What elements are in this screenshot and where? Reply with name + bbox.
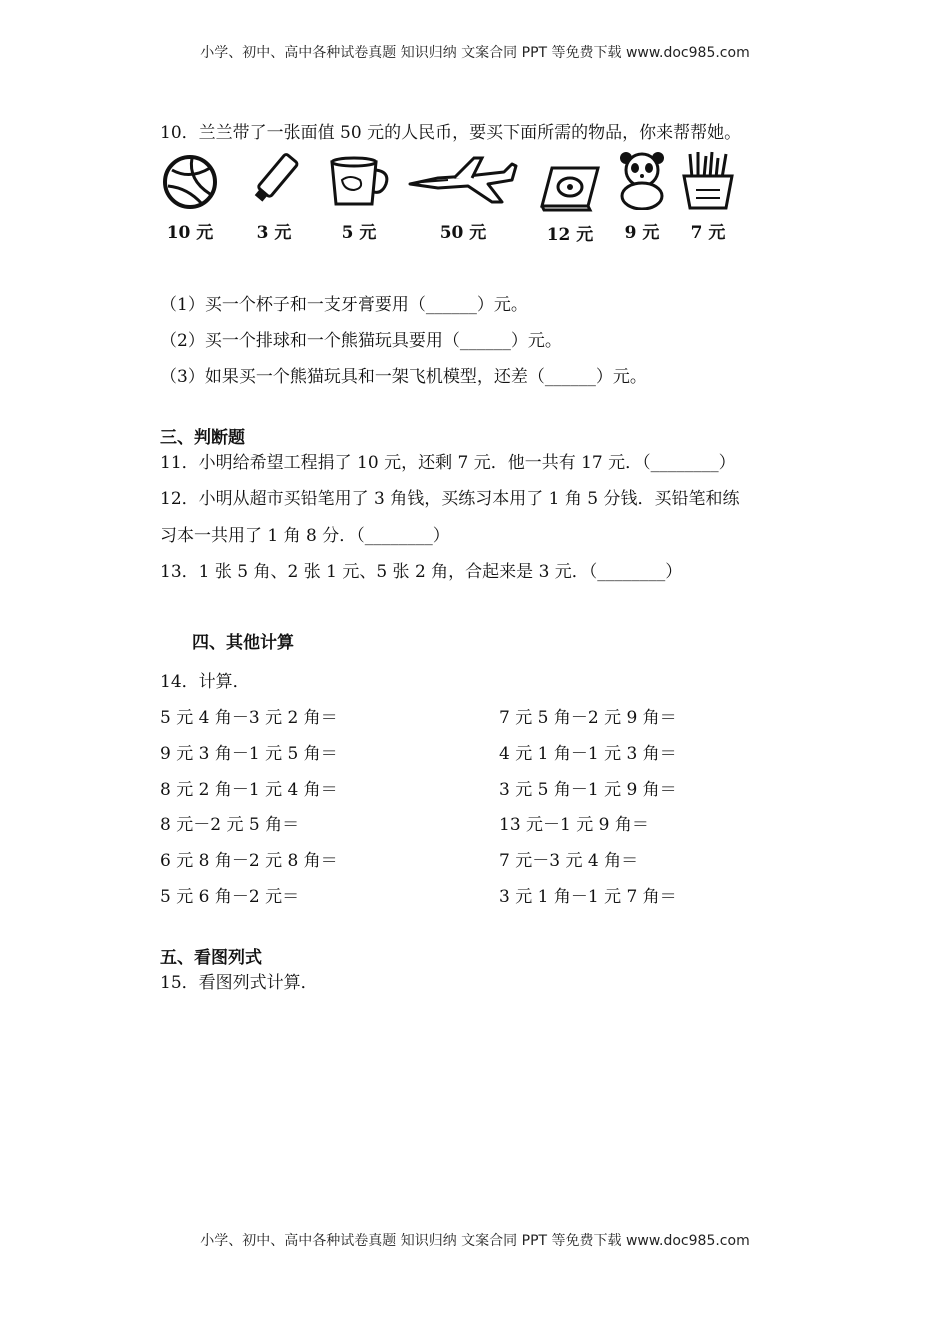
fries-icon [682,150,734,210]
item-fries [682,150,734,243]
q11: 11．小明给希望工程捐了 10 元，还剩 7 元．他一共有 17 元．（________） [160,453,736,473]
cd-icon [538,150,602,212]
calc-left-4: 8 元－2 元 5 角＝ [160,815,300,835]
price-cd: 12 元 [546,225,594,245]
section-5-title: 五、看图列式 [160,948,262,968]
section-4-title: 四、其他计算 [192,633,294,653]
price-panda: 9 元 [624,223,660,243]
q14: 14．计算． [160,672,250,692]
page-header: 小学、初中、高中各种试卷真题 知识归纳 文案合同 PPT 等免费下载 www.doc985.com [200,45,750,61]
cup-icon [326,150,392,210]
q12-line-2: 习本一共用了 1 角 8 分．（________） [160,526,450,546]
q10-sub-1: （1）买一个杯子和一支牙膏要用（______）元。 [160,295,528,315]
q10-stem: 10．兰兰带了一张面值 50 元的人民币，要买下面所需的物品，你来帮帮她。 [160,123,742,143]
item-cd [538,150,602,245]
calc-left-5: 6 元 8 角－2 元 8 角＝ [160,851,338,871]
panda-icon [616,150,668,210]
calc-left-1: 5 元 4 角－3 元 2 角＝ [160,708,338,728]
page-footer: 小学、初中、高中各种试卷真题 知识归纳 文案合同 PPT 等免费下载 www.doc985.com [200,1233,750,1249]
calc-right-5: 7 元－3 元 4 角＝ [499,851,639,871]
q13: 13．1 张 5 角、2 张 1 元、5 张 2 角，合起来是 3 元．（________） [160,562,683,582]
q15: 15．看图列式计算． [160,973,318,993]
calc-left-2: 9 元 3 角－1 元 5 角＝ [160,744,338,764]
price-fries: 7 元 [690,223,726,243]
calc-right-1: 7 元 5 角－2 元 9 角＝ [499,708,677,728]
calc-right-3: 3 元 5 角－1 元 9 角＝ [499,780,677,800]
calc-left-6: 5 元 6 角－2 元＝ [160,887,300,907]
q10-sub-2: （2）买一个排球和一个熊猫玩具要用（______）元。 [160,331,562,351]
calc-right-4: 13 元－1 元 9 角＝ [499,815,649,835]
price-airplane: 50 元 [439,223,487,243]
price-volleyball: 10 元 [166,223,214,243]
airplane-icon [408,150,518,210]
item-toothpaste [244,150,304,243]
item-volleyball [160,150,220,243]
item-panda [616,150,668,243]
item-cup [326,150,392,243]
calc-right-2: 4 元 1 角－1 元 3 角＝ [499,744,677,764]
section-3-title: 三、判断题 [160,428,245,448]
q10-sub-3: （3）如果买一个熊猫玩具和一架飞机模型，还差（______）元。 [160,367,647,387]
price-toothpaste: 3 元 [256,223,292,243]
calc-left-3: 8 元 2 角－1 元 4 角＝ [160,780,338,800]
volleyball-icon [162,150,218,210]
item-airplane [408,150,518,243]
toothpaste-icon [244,150,304,210]
calc-right-6: 3 元 1 角－1 元 7 角＝ [499,887,677,907]
price-cup: 5 元 [341,223,377,243]
q12-line-1: 12．小明从超市买铅笔用了 3 角钱，买练习本用了 1 角 5 分钱．买铅笔和练 [160,489,740,509]
